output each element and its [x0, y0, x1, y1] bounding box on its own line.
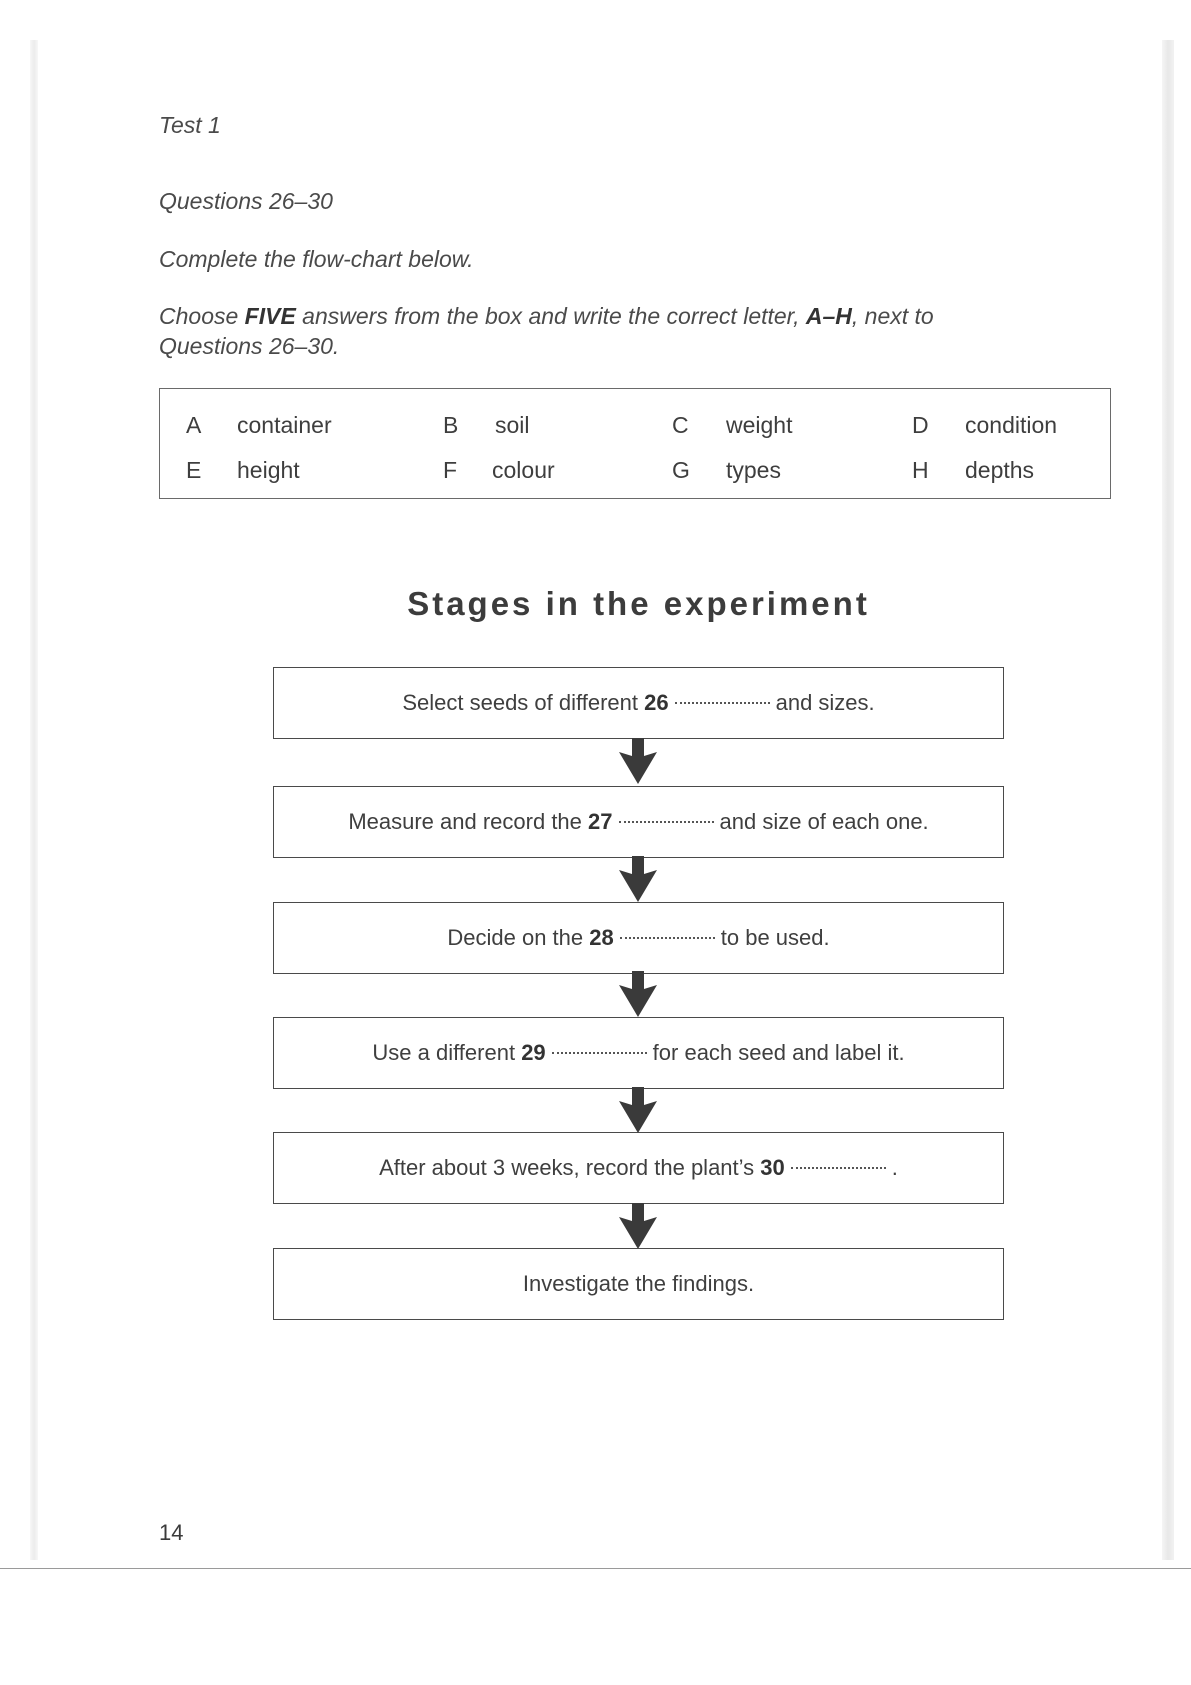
answer-options-box	[159, 388, 1111, 499]
down-arrow-icon	[617, 971, 659, 1017]
option-word-h: depths	[965, 457, 1035, 483]
down-arrow-icon	[617, 738, 659, 784]
instruction-text: answers from the box and write the correct letter,	[295, 303, 806, 329]
stage-text: Use a different	[372, 1040, 516, 1065]
flowchart-stage-1	[273, 667, 1004, 739]
stage-text: Measure and record the	[348, 809, 582, 834]
option-word-f: colour	[492, 457, 555, 483]
page-bottom-edge	[0, 1568, 1191, 1569]
option-letter-h: H	[912, 457, 929, 483]
question-number-30: 30	[760, 1155, 785, 1180]
test-label: Test 1	[159, 112, 221, 138]
option-letter-g: G	[672, 457, 690, 483]
option-word-g: types	[726, 457, 781, 483]
stage-text: .	[891, 1155, 898, 1180]
option-word-d: condition	[965, 412, 1058, 438]
page-edge-right	[1162, 40, 1174, 1560]
answer-blank-26	[675, 702, 770, 704]
page-edge-left	[30, 40, 38, 1560]
instruction-line-2	[159, 303, 934, 330]
option-letter-c: C	[672, 412, 689, 438]
flowchart-stage-4	[273, 1017, 1004, 1089]
stage-text: and sizes.	[775, 690, 875, 715]
option-letter-d: D	[912, 412, 929, 438]
option-letter-b: B	[443, 412, 459, 438]
flowchart-title: Stages in the experiment	[407, 585, 870, 622]
option-letter-a: A	[186, 412, 202, 438]
stage-text: to be used.	[720, 925, 830, 950]
instruction-bold-range: A–H	[805, 303, 852, 329]
stage-text: and size of each one.	[719, 809, 929, 834]
stage-text: for each seed and label it.	[652, 1040, 905, 1065]
option-word-b: soil	[495, 412, 530, 438]
down-arrow-icon	[617, 1087, 659, 1133]
flowchart-stage-6	[273, 1248, 1004, 1320]
option-letter-e: E	[186, 457, 202, 483]
question-number-27: 27	[588, 809, 613, 834]
answer-blank-28	[620, 937, 715, 939]
answer-blank-30	[791, 1167, 886, 1169]
flowchart-stage-2	[273, 786, 1004, 858]
question-number-26: 26	[644, 690, 669, 715]
flowchart-stage-3	[273, 902, 1004, 974]
instruction-bold-five: FIVE	[244, 303, 296, 329]
flowchart-stage-5	[273, 1132, 1004, 1204]
stage-text: Select seeds of different	[402, 690, 638, 715]
stage-text: Decide on the	[447, 925, 584, 950]
questions-heading: Questions 26–30	[159, 188, 333, 214]
instruction-line-3: Questions 26–30.	[159, 333, 340, 359]
option-letter-f: F	[443, 457, 458, 483]
instruction-text: Choose	[159, 303, 245, 329]
instruction-text: , next to	[851, 303, 934, 329]
question-number-29: 29	[521, 1040, 546, 1065]
instruction-line-1: Complete the flow-chart below.	[159, 246, 474, 272]
option-word-a: container	[237, 412, 332, 438]
option-word-e: height	[237, 457, 300, 483]
down-arrow-icon	[617, 1203, 659, 1249]
option-word-c: weight	[726, 412, 793, 438]
down-arrow-icon	[617, 856, 659, 902]
stage-text: After about 3 weeks, record the plant’s	[379, 1155, 755, 1180]
question-number-28: 28	[589, 925, 614, 950]
answer-blank-27	[619, 821, 714, 823]
answer-blank-29	[552, 1052, 647, 1054]
page-number: 14	[159, 1520, 184, 1545]
stage-text: Investigate the findings.	[522, 1271, 755, 1296]
